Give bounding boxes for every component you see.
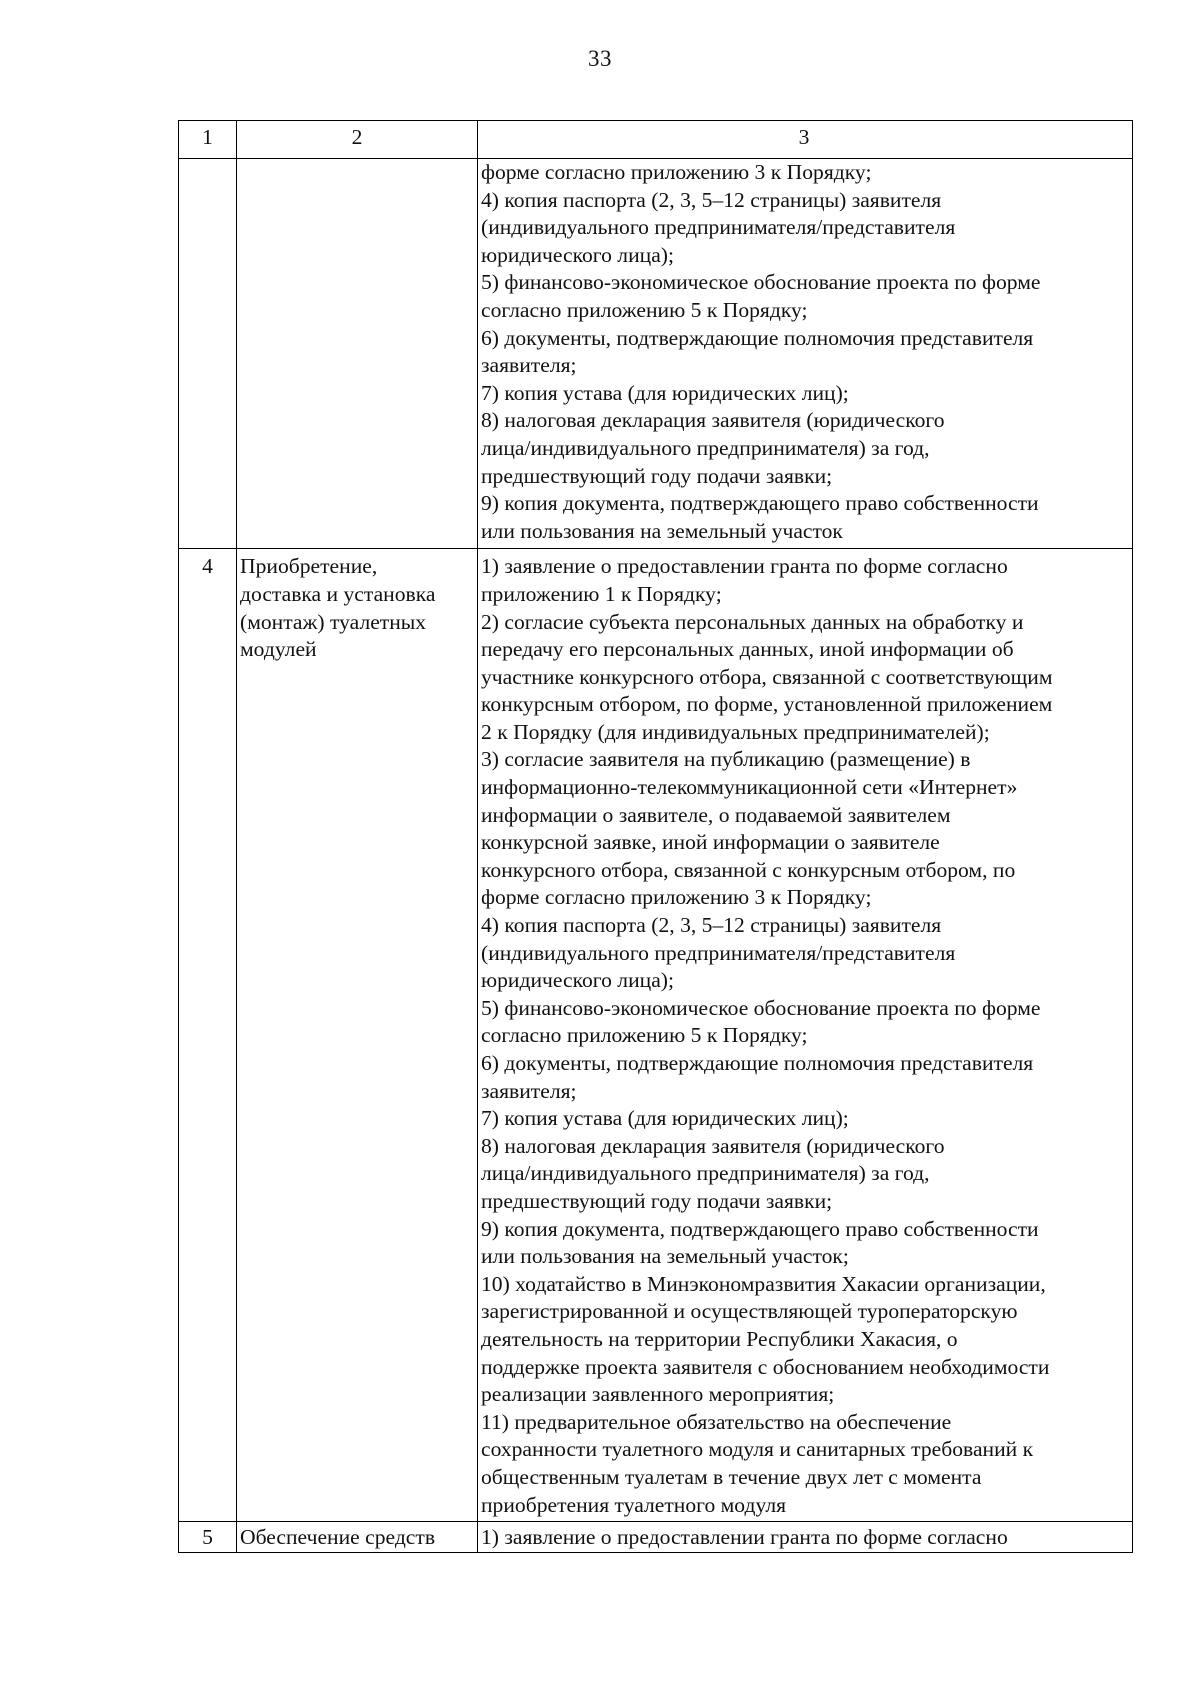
document-item-line: конкурсным отбором, по форме, установленной приложением [481, 692, 1053, 717]
document-item-line: форме согласно приложению 3 к Порядку; [481, 885, 872, 910]
document-item-line: информационно-телекоммуникационной сети «Интернет» [481, 775, 1018, 800]
document-item-line: заявителя; [481, 1078, 577, 1103]
activity-name-cell [237, 1522, 478, 1553]
documents-list-cell [478, 159, 1133, 549]
document-item-line: согласно приложению 5 к Порядку; [481, 1023, 808, 1048]
document-item-line: заявителя; [481, 353, 577, 378]
document-item-line: конкурсной заявке, иной информации о заявителе [481, 830, 940, 855]
row-number-cell [179, 159, 237, 549]
document-item-line: юридического лица); [481, 242, 674, 267]
document-item-line: зарегистрированной и осуществляющей туроператорскую [481, 1299, 1018, 1324]
activity-name-line: доставка и установка [240, 581, 436, 606]
activity-name-line: модулей [240, 637, 317, 662]
row-number-cell: 4 [179, 549, 237, 1522]
document-item-line: передачу его персональных данных, иной информации об [481, 637, 1014, 662]
document-item-line: 2 к Порядку (для индивидуальных предпринимателей); [481, 719, 990, 744]
document-item-line: согласно приложению 5 к Порядку; [481, 297, 808, 322]
activity-name-cell [237, 159, 478, 549]
document-item-line: предшествующий году подачи заявки; [481, 463, 833, 488]
document-item-line: 1) заявление о предоставлении гранта по форме согласно [481, 554, 1008, 579]
activity-name-line: Обеспечение средств [240, 1525, 436, 1550]
document-item-line: 4) копия паспорта (2, 3, 5–12 страницы) заявителя [481, 187, 942, 212]
page-number: 33 [588, 46, 612, 71]
header-cell-2: 2 [237, 121, 478, 159]
table-row [179, 549, 1133, 1522]
document-item-line: информации о заявителе, о подаваемой заявителем [481, 802, 951, 827]
document-item-line: 5) финансово-экономическое обоснование проекта по форме [481, 270, 1041, 295]
documents-list-cell [478, 1522, 1133, 1553]
document-item-line: общественным туалетам в течение двух лет с момента [481, 1464, 982, 1489]
documents-list-cell [478, 549, 1133, 1522]
document-item-line: конкурсного отбора, связанной с конкурсным отбором, по [481, 857, 1016, 882]
document-item-line: 11) предварительное обязательство на обеспечение [481, 1409, 952, 1434]
document-item-line: 10) ходатайство в Минэкономразвития Хакасии организации, [481, 1271, 1046, 1296]
documents-table [178, 120, 1133, 1553]
table-header-row [179, 121, 1133, 159]
document-item-line: форме согласно приложению 3 к Порядку; [481, 160, 872, 184]
document-item-line: предшествующий году подачи заявки; [481, 1188, 833, 1213]
document-item-line: реализации заявленного мероприятия; [481, 1382, 835, 1407]
document-item-line: 9) копия документа, подтверждающего право собственности [481, 491, 1039, 516]
document-item-line: участнике конкурсного отбора, связанной с соответствующим [481, 664, 1053, 689]
document-item-line: 5) финансово-экономическое обоснование проекта по форме [481, 995, 1041, 1020]
header-cell-1: 1 [179, 121, 237, 159]
document-item-line: 7) копия устава (для юридических лиц); [481, 380, 849, 405]
document-item-line: 1) заявление о предоставлении гранта по форме согласно [481, 1525, 1008, 1550]
document-item-line: 8) налоговая декларация заявителя (юридического [481, 1133, 945, 1158]
document-item-line: 4) копия паспорта (2, 3, 5–12 страницы) заявителя [481, 913, 942, 938]
document-item-line: 6) документы, подтверждающие полномочия представителя [481, 325, 1034, 350]
document-item-line: (индивидуального предпринимателя/представителя [481, 940, 956, 965]
document-item-line: деятельность на территории Республики Хакасия, о [481, 1326, 958, 1351]
document-item-line: (индивидуального предпринимателя/представителя [481, 215, 956, 240]
document-item-line: приобретения туалетного модуля [481, 1492, 787, 1517]
document-item-line: или пользования на земельный участок; [481, 1244, 849, 1269]
document-item-line: 6) документы, подтверждающие полномочия представителя [481, 1051, 1034, 1075]
table-row [179, 159, 1133, 549]
document-item-line: 2) согласие субъекта персональных данных на обработку и [481, 609, 1024, 634]
row-number-cell: 5 [179, 1522, 237, 1553]
document-item-line: поддержке проекта заявителя с обоснованием необходимости [481, 1354, 1050, 1379]
activity-name-cell [237, 549, 478, 1522]
document-item-line: 3) согласие заявителя на публикацию (размещение) в [481, 747, 971, 772]
document-item-line: 9) копия документа, подтверждающего право собственности [481, 1216, 1039, 1241]
document-item-line: сохранности туалетного модуля и санитарных требований к [481, 1437, 1034, 1462]
activity-name-line: (монтаж) туалетных [240, 609, 427, 634]
header-cell-3: 3 [478, 121, 1133, 159]
document-item-line: приложению 1 к Порядку; [481, 581, 722, 606]
document-item-line: лица/индивидуального предпринимателя) за год, [481, 1161, 930, 1186]
document-item-line: лица/индивидуального предпринимателя) за год, [481, 435, 930, 460]
document-item-line: 7) копия устава (для юридических лиц); [481, 1106, 849, 1131]
document-item-line: юридического лица); [481, 968, 674, 993]
activity-name-line: Приобретение, [240, 554, 378, 579]
document-item-line: 8) налоговая декларация заявителя (юридического [481, 408, 945, 433]
document-item-line: или пользования на земельный участок [481, 518, 843, 543]
table-row [179, 1522, 1133, 1553]
